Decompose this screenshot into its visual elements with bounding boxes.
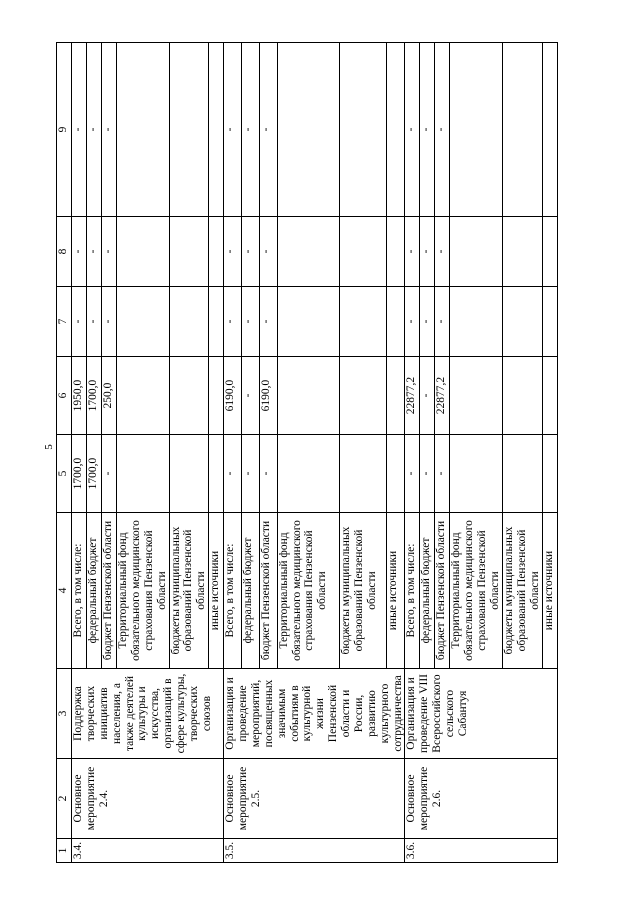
header-cell: 9: [57, 42, 72, 216]
value-cell: -: [102, 216, 117, 286]
value-cell: -: [241, 42, 259, 216]
value-cell: [277, 42, 340, 216]
header-cell: 4: [57, 512, 72, 668]
value-cell: -: [420, 356, 435, 434]
value-cell: [277, 434, 340, 512]
value-cell: -: [102, 42, 117, 216]
funding-source-cell: бюджет Пензенской области: [102, 512, 117, 668]
value-cell: 1700,0: [72, 434, 87, 512]
funding-source-cell: федеральный бюджет: [241, 512, 259, 668]
event-description-cell: Организация и проведение мероприятий, посвященных значимым событиям в культурной жизни Пензенской области и России, развитию культурного сотрудничества: [224, 668, 405, 758]
value-cell: [450, 356, 503, 434]
funding-source-cell: Всего, в том числе:: [405, 512, 420, 668]
value-cell: 250,0: [102, 356, 117, 434]
value-cell: [502, 42, 542, 216]
value-cell: [450, 286, 503, 356]
value-cell: -: [435, 434, 450, 512]
value-cell: -: [241, 286, 259, 356]
event-name-cell: Основное мероприятие 2.6.: [405, 758, 557, 838]
value-cell: [450, 434, 503, 512]
value-cell: [277, 286, 340, 356]
value-cell: -: [435, 42, 450, 216]
header-row: [57, 42, 72, 862]
value-cell: [387, 42, 405, 216]
value-cell: [209, 216, 224, 286]
value-cell: [340, 356, 387, 434]
value-cell: -: [87, 216, 102, 286]
value-cell: [542, 216, 557, 286]
value-cell: -: [420, 216, 435, 286]
value-cell: -: [224, 42, 242, 216]
value-cell: -: [102, 434, 117, 512]
value-cell: 1700,0: [87, 356, 102, 434]
header-cell: 1: [57, 838, 72, 862]
funding-source-cell: Территориальный фонд обязательного медицинского страхования Пензенской области: [117, 512, 170, 668]
value-cell: [169, 42, 209, 216]
value-cell: [450, 216, 503, 286]
funding-source-cell: иные источники: [542, 512, 557, 668]
value-cell: -: [259, 216, 277, 286]
value-cell: [209, 286, 224, 356]
table-row: [224, 42, 242, 862]
value-cell: [340, 42, 387, 216]
value-cell: [169, 356, 209, 434]
value-cell: -: [420, 286, 435, 356]
value-cell: -: [405, 286, 420, 356]
page-number: 5: [43, 444, 55, 450]
value-cell: -: [224, 286, 242, 356]
funding-table: [56, 42, 558, 863]
value-cell: [117, 434, 170, 512]
value-cell: [542, 42, 557, 216]
row-number-cell: 3.6.: [405, 838, 557, 862]
funding-source-cell: Территориальный фонд обязательного медицинского страхования Пензенской области: [277, 512, 340, 668]
value-cell: 6190,0: [259, 356, 277, 434]
event-description-cell: Поддержка творческих инициатив населения, а также деятелей культуры и искусства, организаций в сфере культуры, творческих союзов: [72, 668, 224, 758]
value-cell: [277, 216, 340, 286]
value-cell: [340, 286, 387, 356]
value-cell: [340, 434, 387, 512]
header-cell: 8: [57, 216, 72, 286]
value-cell: [169, 286, 209, 356]
value-cell: [387, 356, 405, 434]
value-cell: -: [405, 42, 420, 216]
funding-source-cell: Всего, в том числе:: [72, 512, 87, 668]
value-cell: [340, 216, 387, 286]
value-cell: [117, 286, 170, 356]
value-cell: [502, 286, 542, 356]
value-cell: [117, 356, 170, 434]
value-cell: [387, 434, 405, 512]
funding-source-cell: бюджеты муниципальных образований Пензенской области: [502, 512, 542, 668]
table-row: [405, 42, 420, 862]
value-cell: -: [241, 216, 259, 286]
value-cell: -: [420, 434, 435, 512]
value-cell: -: [405, 434, 420, 512]
funding-source-cell: федеральный бюджет: [87, 512, 102, 668]
value-cell: -: [420, 42, 435, 216]
value-cell: -: [224, 216, 242, 286]
funding-source-cell: иные источники: [387, 512, 405, 668]
value-cell: -: [435, 216, 450, 286]
header-cell: 2: [57, 758, 72, 838]
value-cell: [542, 356, 557, 434]
table-body: [57, 42, 558, 862]
value-cell: [502, 434, 542, 512]
funding-source-cell: бюджет Пензенской области: [435, 512, 450, 668]
value-cell: -: [259, 434, 277, 512]
funding-source-cell: Всего, в том числе:: [224, 512, 242, 668]
value-cell: -: [72, 216, 87, 286]
value-cell: [209, 356, 224, 434]
value-cell: -: [72, 42, 87, 216]
value-cell: -: [259, 286, 277, 356]
value-cell: [450, 42, 503, 216]
funding-table-container: [56, 43, 584, 863]
value-cell: -: [241, 434, 259, 512]
value-cell: [502, 356, 542, 434]
value-cell: [277, 356, 340, 434]
funding-source-cell: бюджет Пензенской области: [259, 512, 277, 668]
value-cell: [209, 42, 224, 216]
value-cell: -: [435, 286, 450, 356]
row-number-cell: 3.5.: [224, 838, 405, 862]
value-cell: 6190,0: [224, 356, 242, 434]
event-description-cell: Организация и проведение VIII Всероссийского сельского Сабантуя: [405, 668, 557, 758]
value-cell: [117, 42, 170, 216]
value-cell: [387, 286, 405, 356]
funding-source-cell: федеральный бюджет: [420, 512, 435, 668]
value-cell: [387, 216, 405, 286]
header-cell: 7: [57, 286, 72, 356]
value-cell: [117, 216, 170, 286]
value-cell: [542, 434, 557, 512]
event-name-cell: Основное мероприятие 2.4.: [72, 758, 224, 838]
value-cell: -: [72, 286, 87, 356]
value-cell: [209, 434, 224, 512]
funding-source-cell: Территориальный фонд обязательного медицинского страхования Пензенской области: [450, 512, 503, 668]
header-cell: 6: [57, 356, 72, 434]
header-cell: 5: [57, 434, 72, 512]
value-cell: -: [259, 42, 277, 216]
value-cell: 22877,2: [405, 356, 420, 434]
funding-source-cell: бюджеты муниципальных образований Пензенской области: [340, 512, 387, 668]
value-cell: -: [241, 356, 259, 434]
funding-source-cell: бюджеты муниципальных образований Пензенской области: [169, 512, 209, 668]
value-cell: [542, 286, 557, 356]
header-cell: 3: [57, 668, 72, 758]
row-number-cell: 3.4.: [72, 838, 224, 862]
value-cell: -: [102, 286, 117, 356]
value-cell: 1950,0: [72, 356, 87, 434]
event-name-cell: Основное мероприятие 2.5.: [224, 758, 405, 838]
value-cell: -: [405, 216, 420, 286]
value-cell: [169, 216, 209, 286]
value-cell: -: [87, 42, 102, 216]
value-cell: [169, 434, 209, 512]
value-cell: -: [87, 286, 102, 356]
table-row: [72, 42, 87, 862]
value-cell: [502, 216, 542, 286]
funding-source-cell: иные источники: [209, 512, 224, 668]
value-cell: -: [224, 434, 242, 512]
value-cell: 1700,0: [87, 434, 102, 512]
value-cell: 22877,2: [435, 356, 450, 434]
